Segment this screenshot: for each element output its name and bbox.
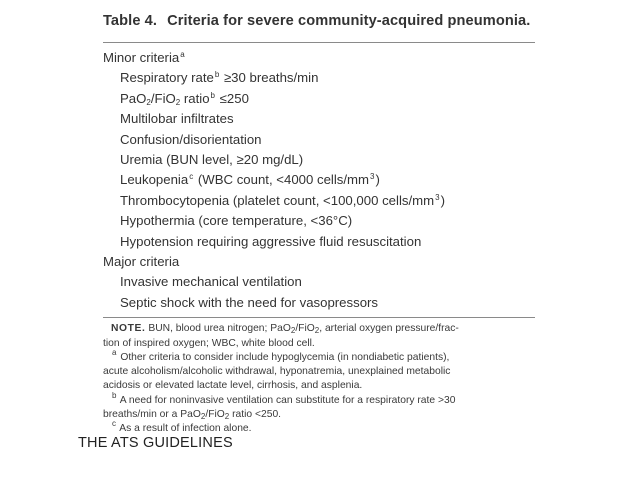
note-abbreviations: NOTE. BUN, blood urea nitrogen; PaO$_2$/FiO$_2$, arterial oxygen pressure/frac- <box>111 323 459 336</box>
table-title-text: Criteria for severe community-acquired pneumonia. <box>167 13 531 29</box>
table-label: Table 4. <box>103 13 158 29</box>
criterion-septic-shock: Septic shock with the need for vasopressors <box>120 294 379 310</box>
footnote-a-line3: acidosis or elevated lactate level, cirrhosis, and asplenia. <box>103 380 363 392</box>
criterion-multilobar: Multilobar infiltrates <box>120 111 234 127</box>
criterion-hypothermia: Hypothermia (core temperature, <36°C) <box>120 213 353 229</box>
notes-rule <box>103 317 535 318</box>
criterion-leukopenia: Leukopenia$^c$ (WBC count, <4000 cells/$mm^3$) <box>120 172 380 188</box>
criterion-confusion: Confusion/disorientation <box>120 131 262 147</box>
footnote-a-line2: acute alcoholism/alcoholic withdrawal, hyponatremia, unexplained metabolic <box>103 366 451 378</box>
footnote-a: $^a$ Other criteria to consider include hypoglycemia (in nondiabetic patients), <box>112 347 450 363</box>
major-criteria-heading: Major criteria <box>103 254 180 270</box>
table-notes <box>103 322 535 436</box>
minor-criteria-heading: Minor criteria$^a$ <box>103 50 185 65</box>
slide-caption: THE ATS GUIDELINES <box>78 435 233 451</box>
criterion-respiratory-rate: Respiratory rate$^b$ ≥30 breaths/min <box>120 70 319 86</box>
criterion-hypotension: Hypotension requiring aggressive fluid resuscitation <box>120 233 422 249</box>
criterion-pao2-fio2: PaO$_2$/FiO$_2$ ratio$^b$ ≤250 <box>120 90 249 107</box>
criterion-mechanical-ventilation: Invasive mechanical ventilation <box>120 274 302 290</box>
criterion-uremia: Uremia (BUN level, ≥20 mg/dL) <box>120 152 304 168</box>
table-document <box>103 10 535 437</box>
note-abbreviations-cont: tion of inspired oxygen; WBC, white blood cell. <box>103 337 315 349</box>
top-rule <box>103 42 535 43</box>
criterion-thrombocytopenia: Thrombocytopenia (platelet count, <100,000 cells/$mm^3$) <box>120 192 445 208</box>
criteria-list <box>103 48 535 313</box>
table-title <box>103 10 535 32</box>
footnote-b: $^b$ A need for noninvasive ventilation can substitute for a respiratory rate >30 <box>112 390 456 406</box>
footnote-c: $^c$ As a result of infection alone. <box>112 419 252 435</box>
footnote-b-line2: breaths/min or a PaO$_2$/FiO$_2$ ratio <250. <box>103 409 282 422</box>
